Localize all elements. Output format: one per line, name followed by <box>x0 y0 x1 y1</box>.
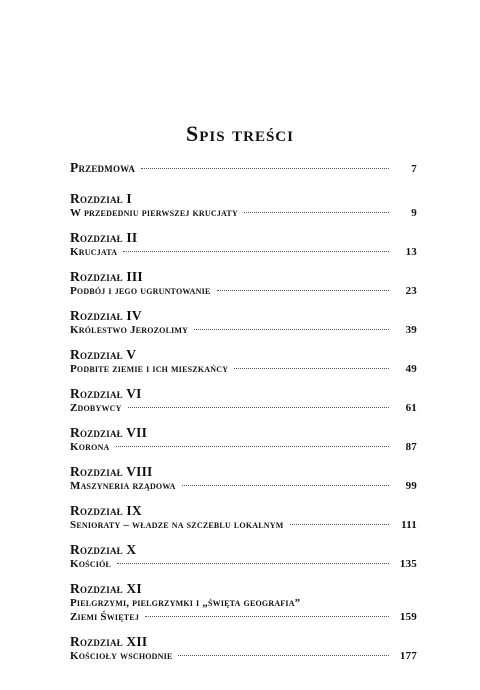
chapter-label: Rozdział IX <box>70 503 142 518</box>
chapter-label: Rozdział V <box>70 347 137 362</box>
dot-leader <box>182 485 389 486</box>
page-title: Spis treści <box>186 121 294 146</box>
toc-entry-chapter-1 <box>70 191 417 220</box>
page-number: 7 <box>411 163 417 175</box>
entry-title: Senioraty – władze na szczeblu lokalnym <box>70 519 284 531</box>
entry-title: Kościoły wschodnie <box>70 650 173 662</box>
toc-entry-chapter-8 <box>70 464 417 493</box>
toc-entry-chapter-2 <box>70 230 417 259</box>
page-number: 39 <box>405 324 417 336</box>
chapter-label: Rozdział VIII <box>70 464 153 479</box>
page-number: 159 <box>399 611 417 623</box>
toc-entry-chapter-5 <box>70 347 417 376</box>
dot-leader <box>116 446 389 447</box>
toc-entry-preface <box>70 160 417 177</box>
chapter-label: Rozdział VI <box>70 386 142 401</box>
page-number: 111 <box>401 519 417 531</box>
chapter-label: Rozdział XI <box>70 581 142 596</box>
chapter-label: Rozdział XII <box>70 634 148 649</box>
toc-entry-chapter-6 <box>70 386 417 415</box>
toc-entry-chapter-11 <box>70 581 417 624</box>
page-number: 61 <box>405 402 417 414</box>
entry-title: Kościół <box>70 558 112 570</box>
page-number: 135 <box>399 558 417 570</box>
entry-title: Krucjata <box>70 246 118 258</box>
chapter-label: Rozdział VII <box>70 425 148 440</box>
dot-leader <box>145 616 389 617</box>
page-number: 23 <box>405 285 417 297</box>
page-number: 99 <box>405 480 417 492</box>
toc-entry-chapter-9 <box>70 503 417 532</box>
table-of-contents <box>70 160 417 673</box>
toc-entry-chapter-4 <box>70 308 417 337</box>
chapter-label: Rozdział I <box>70 191 132 206</box>
entry-title: Ziemi Świętej <box>70 611 140 623</box>
dot-leader <box>128 407 389 408</box>
entry-title: W przededniu pierwszej krucjaty <box>70 207 238 219</box>
page-number: 13 <box>405 246 417 258</box>
page-number: 9 <box>411 207 417 219</box>
toc-entry-chapter-7 <box>70 425 417 454</box>
entry-title: Podbite ziemie i ich mieszkańcy <box>70 363 229 375</box>
dot-leader <box>117 563 389 564</box>
dot-leader <box>194 329 389 330</box>
page-number: 177 <box>399 650 417 662</box>
entry-title: Maszyneria rządowa <box>70 480 176 492</box>
chapter-label: Rozdział IV <box>70 308 142 323</box>
entry-title: Korona <box>70 441 110 453</box>
entry-title: Królestwo Jerozolimy <box>70 324 189 336</box>
entry-title-line-1: Pielgrzymi, pielgrzymki i „święta geografia” <box>70 597 301 609</box>
chapter-label: Rozdział X <box>70 542 137 557</box>
entry-title: Zdobywcy <box>70 402 122 414</box>
toc-entry-chapter-3 <box>70 269 417 298</box>
toc-entry-chapter-10 <box>70 542 417 571</box>
dot-leader <box>141 168 389 169</box>
dot-leader <box>244 212 389 213</box>
dot-leader <box>178 655 389 656</box>
dot-leader <box>290 524 390 525</box>
chapter-label: Rozdział II <box>70 230 138 245</box>
dot-leader <box>123 251 389 252</box>
dot-leader <box>234 368 389 369</box>
entry-title: Przedmowa <box>70 160 136 175</box>
page-number: 87 <box>405 441 417 453</box>
dot-leader <box>217 290 390 291</box>
page-number: 49 <box>405 363 417 375</box>
toc-entry-chapter-12 <box>70 634 417 663</box>
chapter-label: Rozdział III <box>70 269 143 284</box>
entry-title: Podbój i jego ugruntowanie <box>70 285 211 297</box>
